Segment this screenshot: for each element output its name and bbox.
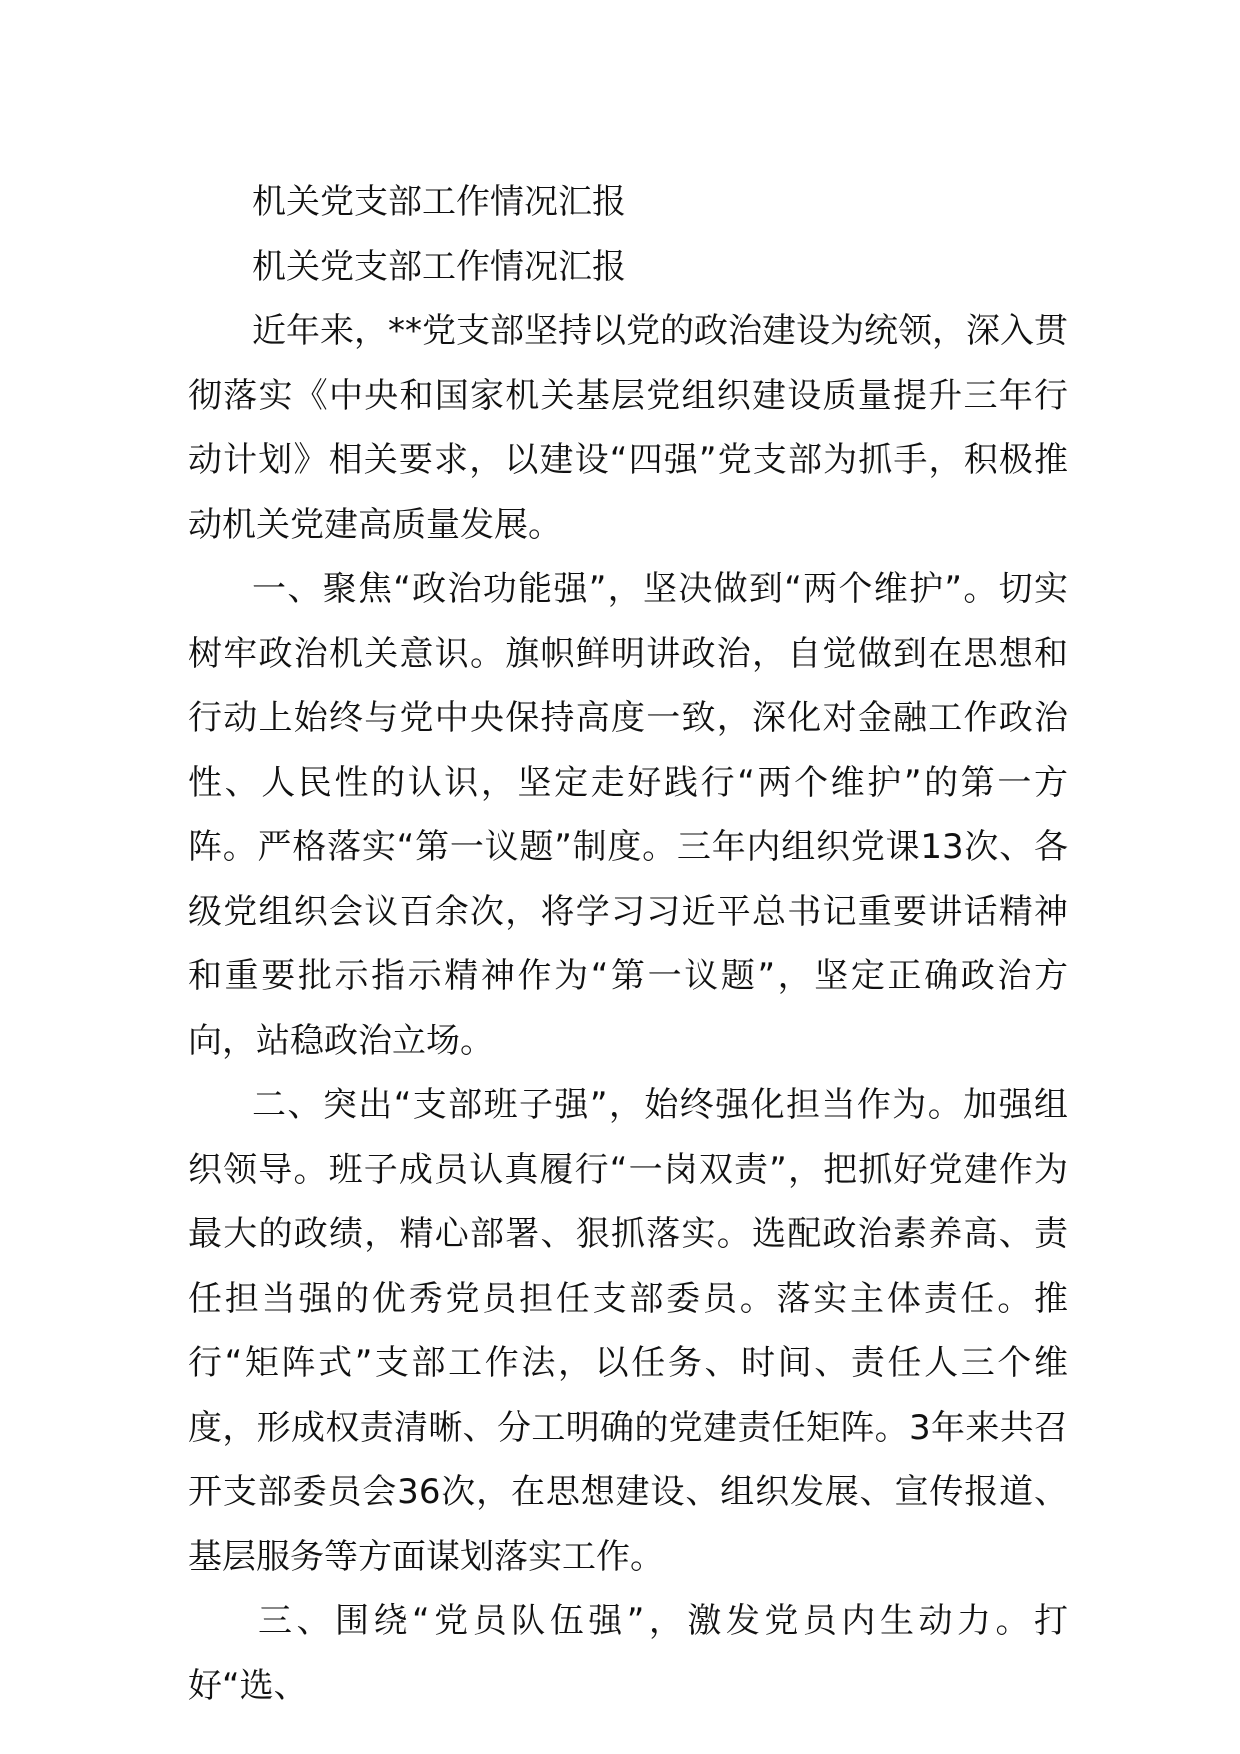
document-subtitle: 机关党支部工作情况汇报 bbox=[252, 246, 626, 287]
paragraph-section-3: 三、围绕“党员队伍强”，激发党员内生动力。打好“选、 bbox=[188, 1601, 1068, 1706]
document-title: 机关党支部工作情况汇报 bbox=[252, 182, 626, 222]
paragraph-intro: 近年来，**党支部坚持以党的政治建设为统领，深入贯彻落实《中央和国家机关基层党组织建设质量提升三年行动计划》相关要求，以建设“四强”党支部为抓手，积极推动机关党建高质量发展。 bbox=[188, 311, 1068, 545]
paragraph-section-1: 一、聚焦“政治功能强”，坚决做到“两个维护”。切实树牢政治机关意识。旗帜鲜明讲政治，自觉做到在思想和行动上始终与党中央保持高度一致，深化对金融工作政治性、人民性的认识，坚定走好践行“两个维护”的第一方阵。严格落实“第一议题”制度。三年内组织党课13次、各级党组织会议百余次，将学习习近平总书记重要讲话精神和重要批示指示精神作为“第一议题”，坚定正确政治方向，站稳政治立场。 bbox=[188, 569, 1068, 1061]
paragraph-section-2: 二、突出“支部班子强”，始终强化担当作为。加强组织领导。班子成员认真履行“一岗双责”，把抓好党建作为最大的政绩，精心部署、狠抓落实。选配政治素养高、责任担当强的优秀党员担任支部委员。落实主体责任。推行“矩阵式”支部工作法，以任务、时间、责任人三个维度，形成权责清晰、分工明确的党建责任矩阵。3年来共召开支部委员会36次，在思想建设、组织发展、宣传报道、基层服务等方面谋划落实工作。 bbox=[188, 1085, 1068, 1577]
document-body bbox=[188, 170, 1068, 1718]
